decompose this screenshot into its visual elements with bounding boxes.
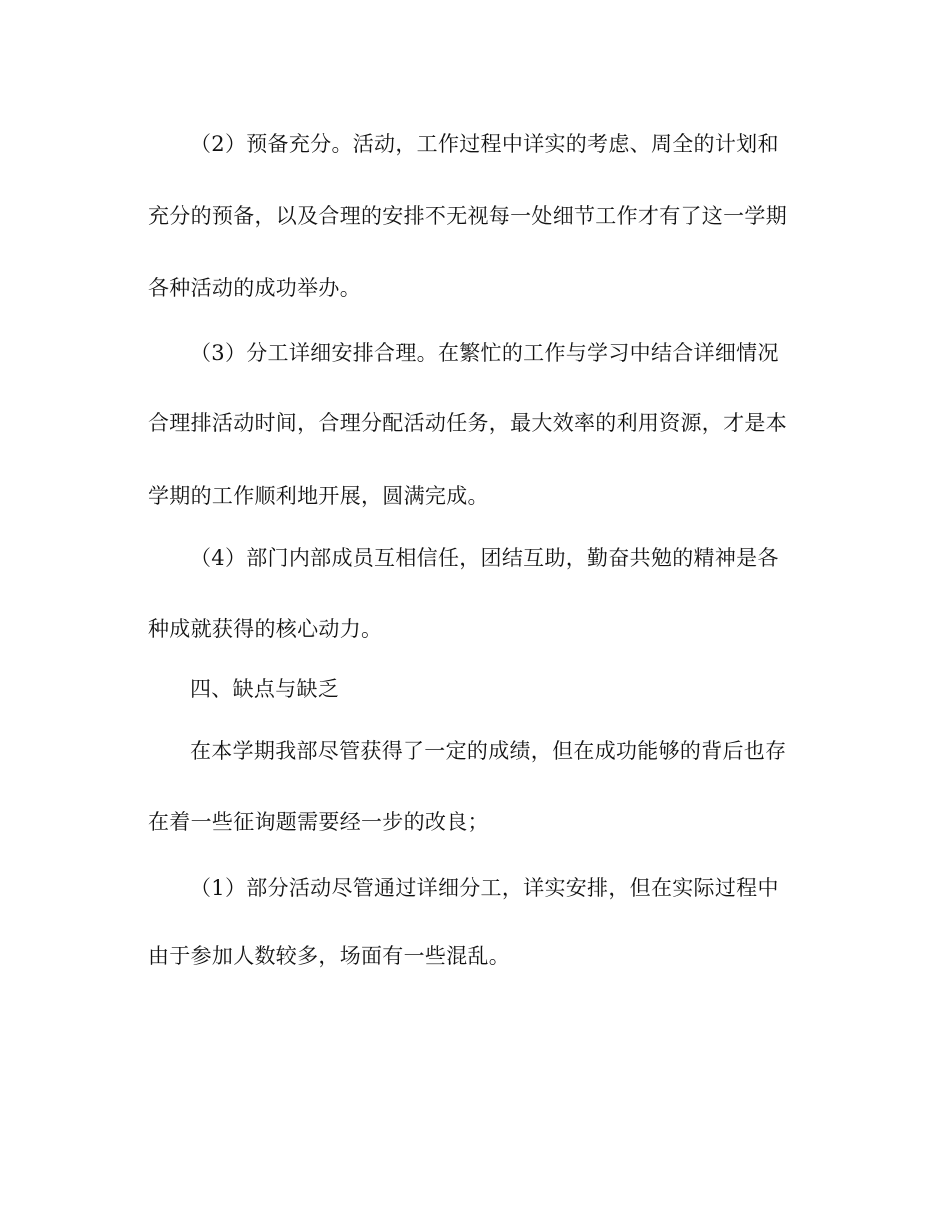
paragraph-line: 合理排活动时间，合理分配活动任务，最大效率的利用资源，才是本 <box>148 411 787 435</box>
paragraph-line: （2）预备充分。活动，工作过程中详实的考虑、周全的计划和 <box>190 132 779 156</box>
paragraph-line: 充分的预备，以及合理的安排不无视每一处细节工作才有了这一学期 <box>148 204 787 228</box>
paragraph-line: 各种活动的成功举办。 <box>148 276 361 300</box>
paragraph-line: （4）部门内部成员互相信任，团结互助，勤奋共勉的精神是各 <box>190 546 779 570</box>
paragraph-line: （1）部分活动尽管通过详细分工，详实安排，但在实际过程中 <box>190 876 779 900</box>
section-heading: 四、缺点与缺乏 <box>190 677 340 701</box>
paragraph-line: 种成就获得的核心动力。 <box>148 617 383 641</box>
paragraph-line: 由于参加人数较多，场面有一些混乱。 <box>148 944 511 968</box>
paragraph-line: 在着一些征询题需要经一步的改良； <box>148 810 489 834</box>
paragraph-line: （3）分工详细安排合理。在繁忙的工作与学习中结合详细情况 <box>190 341 779 365</box>
paragraph-line: 在本学期我部尽管获得了一定的成绩，但在成功能够的背后也存 <box>190 739 787 763</box>
paragraph-line: 学期的工作顺利地开展，圆满完成。 <box>148 484 489 508</box>
